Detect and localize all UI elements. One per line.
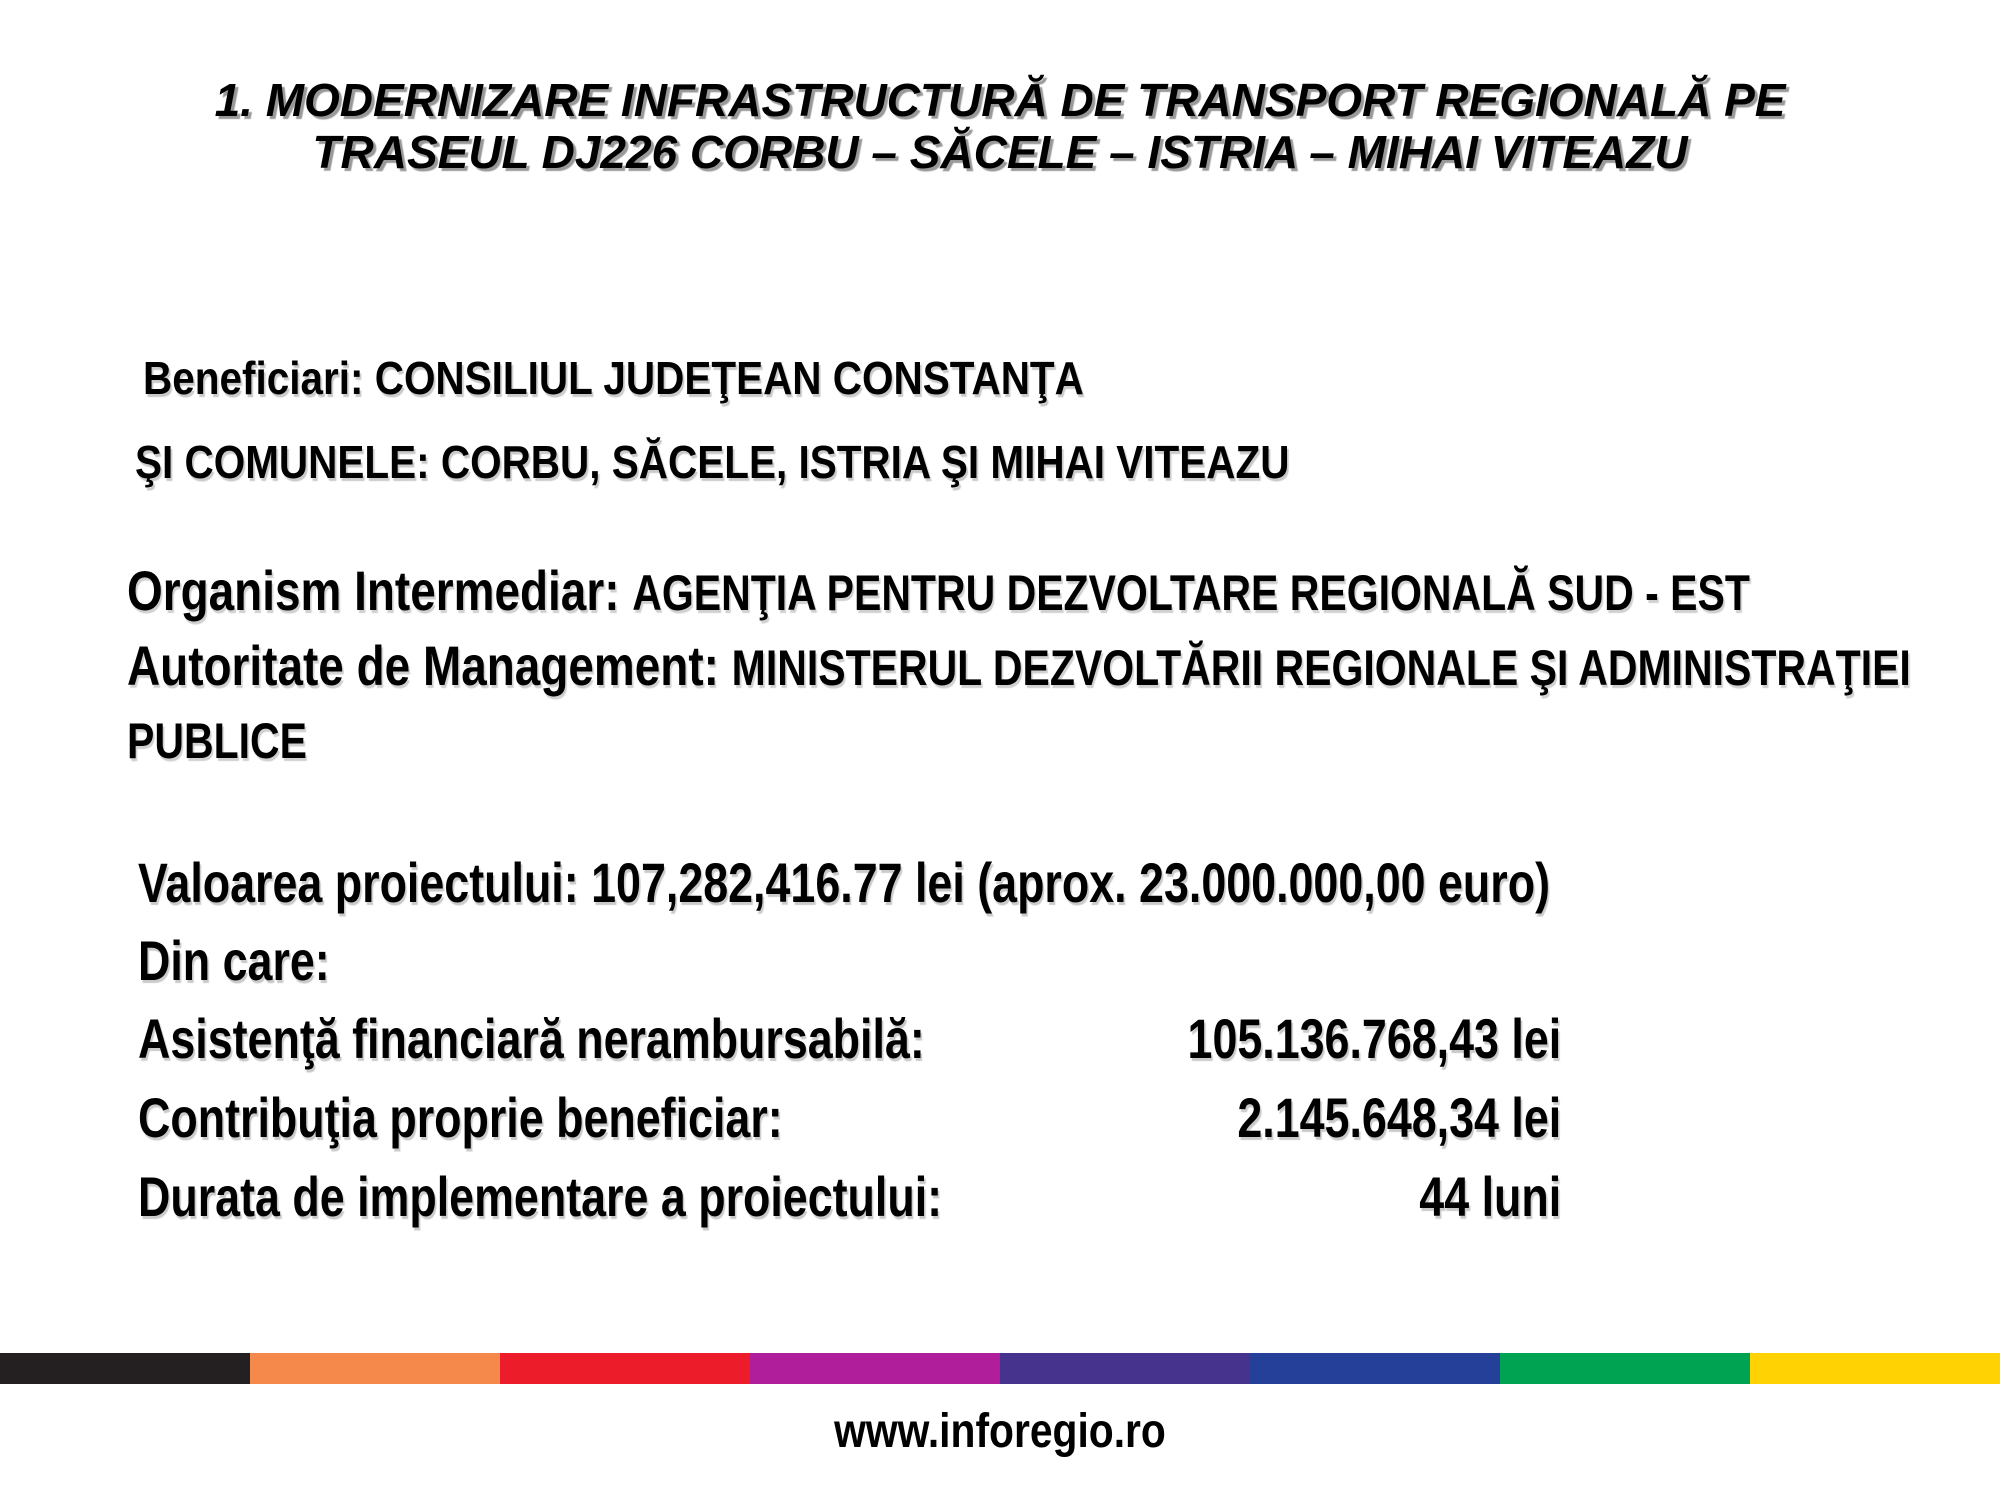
management-authority-label: Autoritate de Management: <box>127 634 732 697</box>
financial-row <box>138 1088 1561 1148</box>
color-bar-segment <box>500 1353 750 1384</box>
color-bar-segment <box>250 1353 500 1384</box>
financial-row-label: Asistenţă financiară nerambursabilă: <box>138 1007 925 1070</box>
beneficiaries-line2: ŞI COMUNELE: CORBU, SĂCELE, ISTRIA ŞI MIHAI VITEAZU <box>135 436 1290 488</box>
slide-title-line2: TRASEUL DJ226 CORBU – SĂCELE – ISTRIA – MIHAI VITEAZU <box>312 126 1688 178</box>
management-authority-line-cont <box>127 711 2000 784</box>
slide-title <box>0 74 2000 178</box>
footer-color-bar <box>0 1353 2000 1384</box>
color-bar-segment <box>1000 1353 1250 1384</box>
slide-title-line1: 1. MODERNIZARE INFRASTRUCTURĂ DE TRANSPORT REGIONALĂ PE <box>214 74 1786 126</box>
financial-row-label: Contribuţia proprie beneficiar: <box>138 1086 783 1149</box>
management-authority-line <box>127 636 2000 711</box>
beneficiaries-line1: Beneficiari: CONSILIUL JUDEŢEAN CONSTANŢA <box>143 352 1084 404</box>
intermediate-body-label: Organism Intermediar: <box>127 559 633 622</box>
breakdown-intro: Din care: <box>138 929 330 992</box>
management-authority-value-cont: PUBLICE <box>127 713 307 769</box>
color-bar-segment <box>1500 1353 1750 1384</box>
financial-row-value: 105.136.768,43 lei <box>1187 1007 1562 1070</box>
financial-row-value: 2.145.648,34 lei <box>1237 1086 1562 1149</box>
project-value-line: Valoarea proiectului: 107,282,416.77 lei (aprox. 23.000.000,00 euro) <box>138 851 1550 914</box>
financial-row <box>138 1009 1561 1069</box>
color-bar-segment <box>750 1353 1000 1384</box>
authorities-block <box>127 561 2000 784</box>
financial-row-label: Durata de implementare a proiectului: <box>138 1165 943 1228</box>
footer-url: www.inforegio.ro <box>834 1405 1166 1458</box>
color-bar-segment <box>1250 1353 1500 1384</box>
financial-row <box>138 1167 1561 1227</box>
financial-row-value: 44 luni <box>1419 1165 1562 1228</box>
intermediate-body-value: AGENŢIA PENTRU DEZVOLTARE REGIONALĂ SUD - EST <box>632 565 1750 621</box>
color-bar-segment <box>0 1353 250 1384</box>
management-authority-value: MINISTERUL DEZVOLTĂRII REGIONALE ŞI ADMINISTRAŢIEI <box>731 640 1911 696</box>
color-bar-segment <box>1750 1353 2000 1384</box>
intermediate-body-line <box>127 561 2000 636</box>
